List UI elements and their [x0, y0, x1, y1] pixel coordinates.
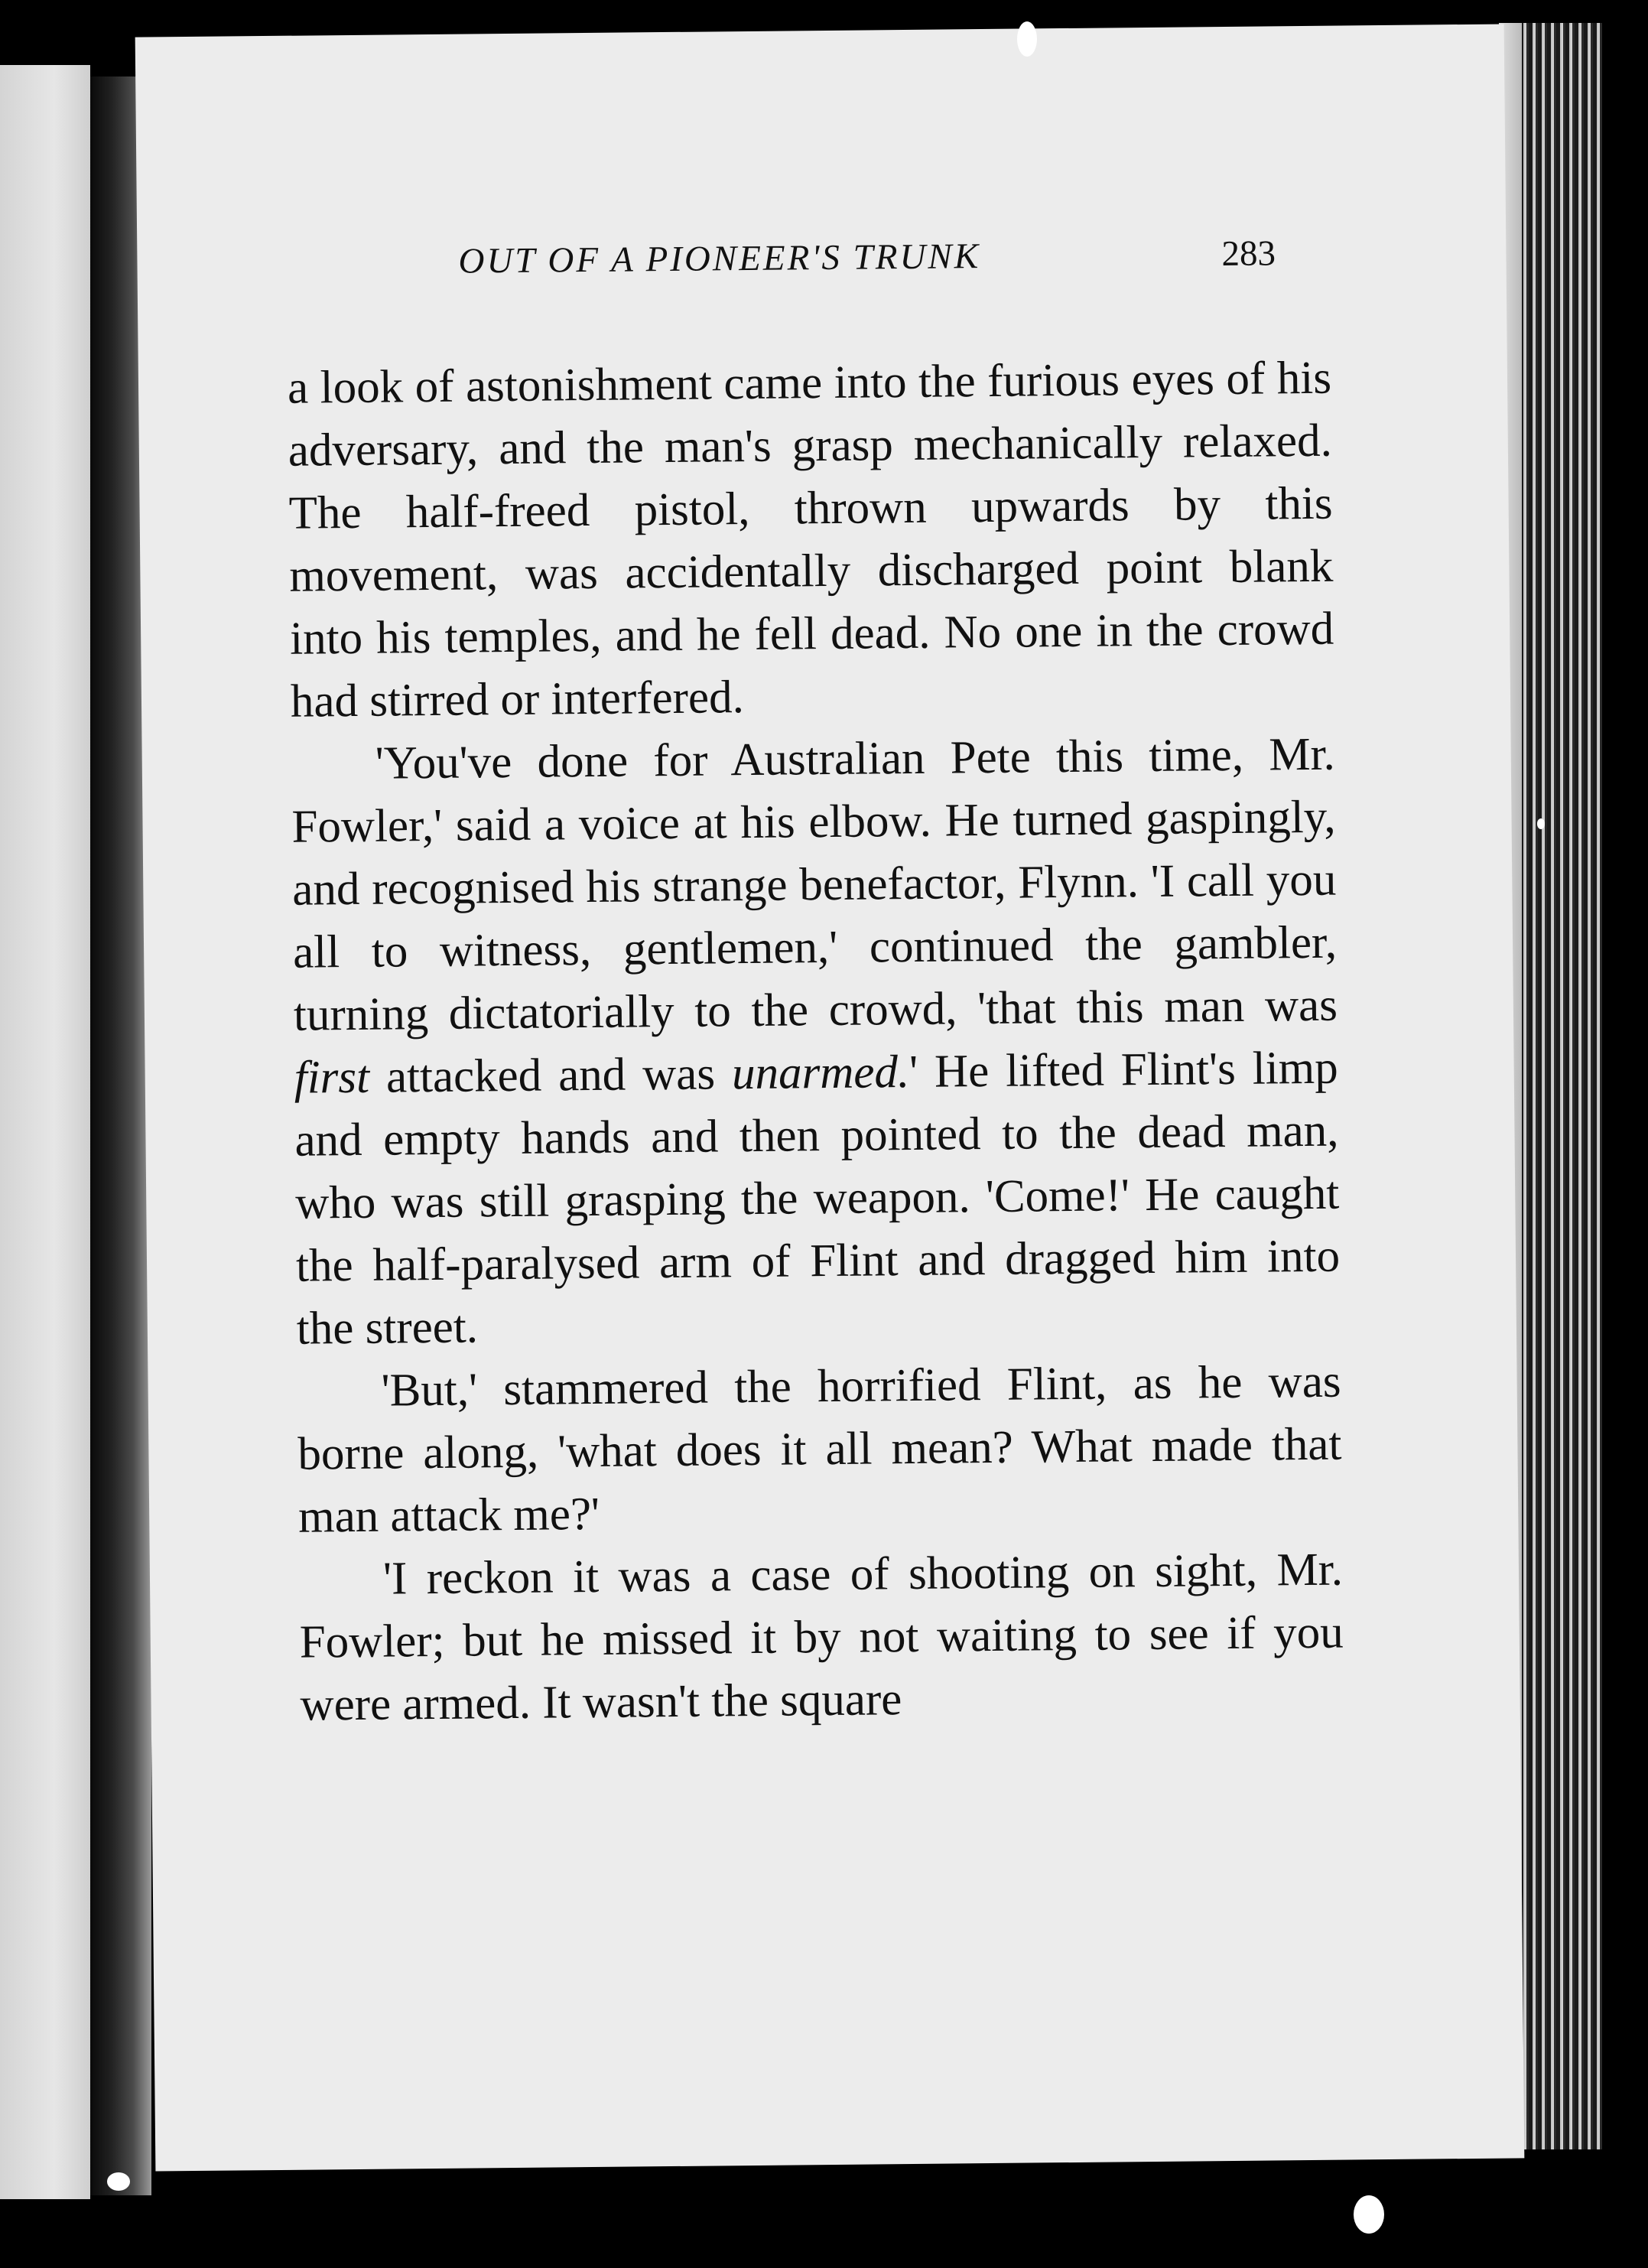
- text-run: 'You've done for Australian Pete this time, Mr. Fowler,' said a voice at his elbow. He turned gaspingly, and recognised his strange benefactor, Flynn. 'I call you all to witness, gentlemen,' continued the gambler, turning dictatorially to the crowd, 'that this man was: [291, 728, 1338, 1041]
- facing-page-edge: [0, 65, 90, 2199]
- page-number: 283: [1221, 233, 1276, 275]
- text-run: attacked and was: [369, 1048, 733, 1103]
- text-run: ' He lifted Flint's limp and empty hands and then pointed to the dead man, who was still grasping the weapon. 'Come!' He caught the half-paralysed arm of Flint and dragged him into the street.: [294, 1042, 1341, 1355]
- text-run: a look of astonishment came into the furious eyes of his adversary, and the man's grasp mechanically relaxed. The half-freed pistol, thrown upwards by this movement, was accidentally discharged point blank into his temples, and he fell dead. No one in the crowd had stirred or interfered.: [287, 352, 1334, 727]
- page-header: [137, 230, 1507, 297]
- page-edges: [1510, 23, 1602, 2149]
- italic-text: first: [294, 1051, 370, 1104]
- scan-speck: [107, 2172, 130, 2191]
- paragraph: [291, 724, 1341, 1361]
- paragraph: [297, 1351, 1342, 1549]
- scan-speck: [1537, 818, 1545, 829]
- body-text: [288, 347, 1344, 1737]
- text-run: 'I reckon it was a case of shooting on sight, Mr. Fowler; but he missed it by not waiting to see if you were armed. It wasn't the square: [299, 1544, 1344, 1731]
- running-title: OUT OF A PIONEER'S TRUNK: [458, 236, 981, 281]
- paragraph: [299, 1539, 1344, 1737]
- scan-speck: [1017, 21, 1037, 57]
- scan-speck: [1354, 2195, 1384, 2234]
- text-run: 'But,' stammered the horrified Flint, as he was borne along, 'what does it all mean? What made that man attack me?': [297, 1355, 1342, 1543]
- book-page: [135, 24, 1525, 2171]
- italic-text: unarmed.: [731, 1046, 910, 1100]
- paragraph: [288, 347, 1335, 734]
